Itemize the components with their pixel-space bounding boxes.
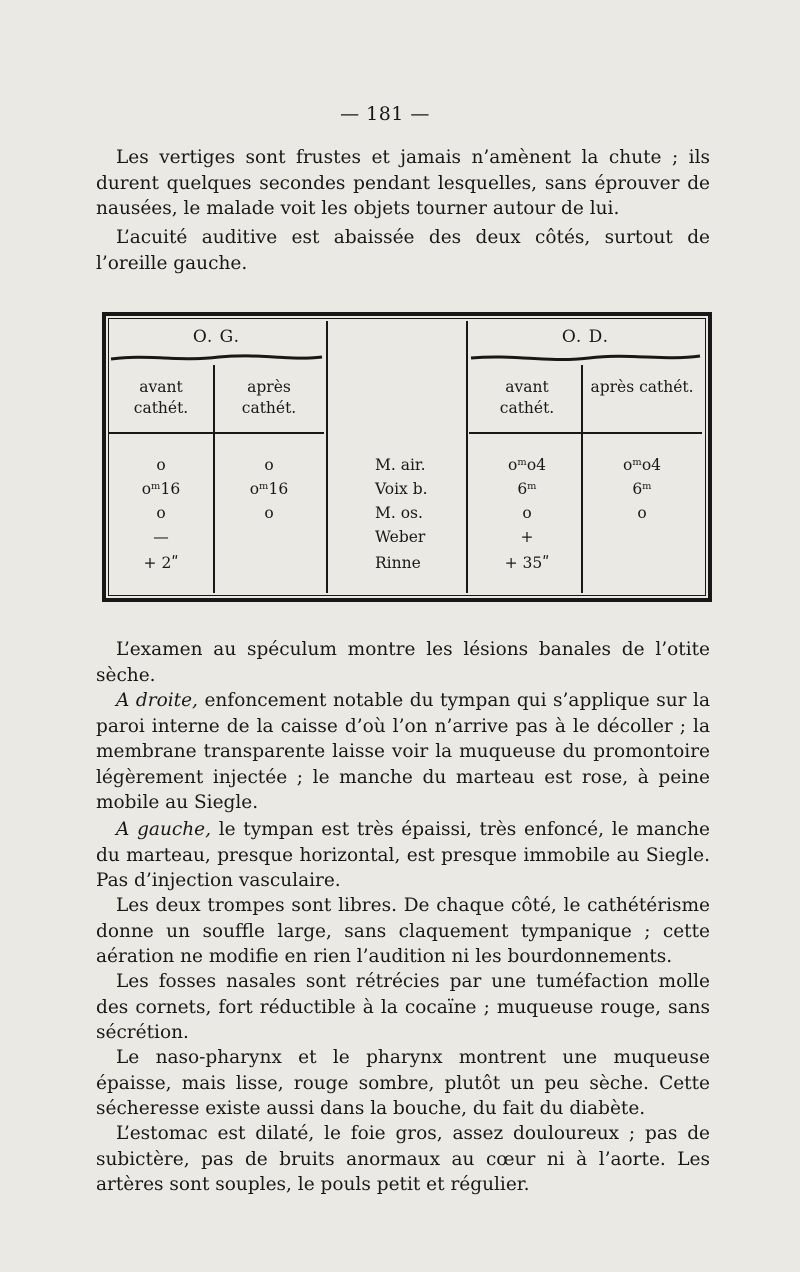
- paragraph-text: Le naso-pharynx et le pharynx montrent une muqueuse épaisse, mais lisse, rouge sombre, plutôt un peu sèche. Cette sécheresse existe aussi dans la bouche, du fait du diabète.: [96, 1047, 710, 1119]
- subheader-rule-left: [109, 432, 324, 434]
- row-label: Voix b.: [375, 480, 428, 498]
- subheader-od-apres: après cathét.: [590, 378, 694, 396]
- group-header-og: O. G.: [192, 327, 241, 347]
- column-divider: [466, 321, 468, 593]
- paragraph-speculum: [96, 637, 710, 688]
- cell-od-avant: + 35ʺ: [504, 554, 550, 572]
- cell-od-apres: oᵐo4: [622, 456, 662, 474]
- paragraph-text: Les vertiges sont frustes et jamais n’amènent la chute ; ils durent quelques secondes pendant lesquelles, sans éprouver de nausées, le malade voit les objets tourner autour de lui.: [96, 147, 710, 219]
- paragraph-text: Les fosses nasales sont rétrécies par une tuméfaction molle des cornets, fort réductible à la cocaïne ; muqueuse rouge, sans sécrétion.: [96, 971, 710, 1043]
- sub-column-divider: [213, 365, 215, 593]
- cell-od-apres: 6ᵐ: [632, 480, 652, 498]
- paragraph-text: L’examen au spéculum montre les lésions banales de l’otite sèche.: [96, 639, 710, 686]
- subheader-og-avant: avant cathét.: [133, 378, 189, 417]
- cell-od-avant: o: [522, 504, 532, 522]
- paragraph-text: L’estomac est dilaté, le foie gros, assez douloureux ; pas de subictère, pas de bruits anormaux au cœur ni à l’aorte. Les artères sont souples, le pouls petit et régulier.: [96, 1123, 710, 1195]
- row-label: Weber: [375, 528, 426, 546]
- paragraph-text: Les deux trompes sont libres. De chaque côté, le cathétérisme donne un souffle large, sans claquement tympanique ; cette aération ne modifie en rien l’audition ni les bourdonnements.: [96, 895, 710, 967]
- header-wave-right: [469, 351, 702, 365]
- cell-og-avant: o: [156, 504, 166, 522]
- header-wave-left: [109, 351, 324, 365]
- paragraph-naso-pharynx: [96, 1045, 710, 1122]
- cell-og-apres: oᵐ16: [249, 480, 289, 498]
- row-label: Rinne: [375, 554, 421, 572]
- cell-og-apres: o: [264, 504, 274, 522]
- paragraph-a-droite: [96, 688, 710, 816]
- cell-od-apres: o: [637, 504, 647, 522]
- paragraph-trompes: [96, 893, 710, 970]
- paragraph-text: L’acuité auditive est abaissée des deux côtés, surtout de l’oreille gauche.: [96, 227, 710, 274]
- column-divider: [326, 321, 328, 593]
- subheader-og-apres: après cathét.: [241, 378, 297, 417]
- paragraph-emphasis: A gauche,: [116, 819, 211, 840]
- subheader-od-avant: avant cathét.: [499, 378, 555, 417]
- cell-og-avant: + 2ʺ: [143, 554, 179, 572]
- row-label: M. air.: [375, 456, 426, 474]
- paragraph-estomac: [96, 1121, 710, 1198]
- paragraph-text: le tympan est très épaissi, très enfoncé, le manche du marteau, presque horizontal, est presque immobile au Siegle. Pas d’injection vasculaire.: [96, 819, 710, 891]
- sub-column-divider: [581, 365, 583, 593]
- paragraph-text: enfoncement notable du tympan qui s’applique sur la paroi interne de la caisse d’où l’on n’arrive pas à le décoller ; la membrane transparente laisse voir la muqueuse du promontoire légèrement injectée ; le manche du marteau est rose, à peine mobile au Siegle.: [96, 690, 710, 813]
- cell-od-avant: 6ᵐ: [517, 480, 537, 498]
- paragraph-emphasis: A droite,: [116, 690, 198, 711]
- paragraph-acuite: [96, 225, 710, 276]
- group-header-od: O. D.: [561, 327, 610, 347]
- hearing-test-table: [102, 312, 712, 602]
- paragraph-fosses-nasales: [96, 969, 710, 1046]
- row-label: M. os.: [375, 504, 423, 522]
- cell-od-avant: oᵐo4: [507, 456, 547, 474]
- page-number: — 181 —: [340, 103, 430, 125]
- subheader-rule-right: [469, 432, 702, 434]
- cell-og-apres: o: [264, 456, 274, 474]
- cell-od-avant: +: [520, 528, 534, 546]
- cell-og-avant: oᵐ16: [141, 480, 181, 498]
- cell-og-avant: o: [156, 456, 166, 474]
- cell-og-avant: —: [153, 528, 169, 546]
- paragraph-a-gauche: [96, 817, 710, 894]
- paragraph-vertiges: [96, 145, 710, 222]
